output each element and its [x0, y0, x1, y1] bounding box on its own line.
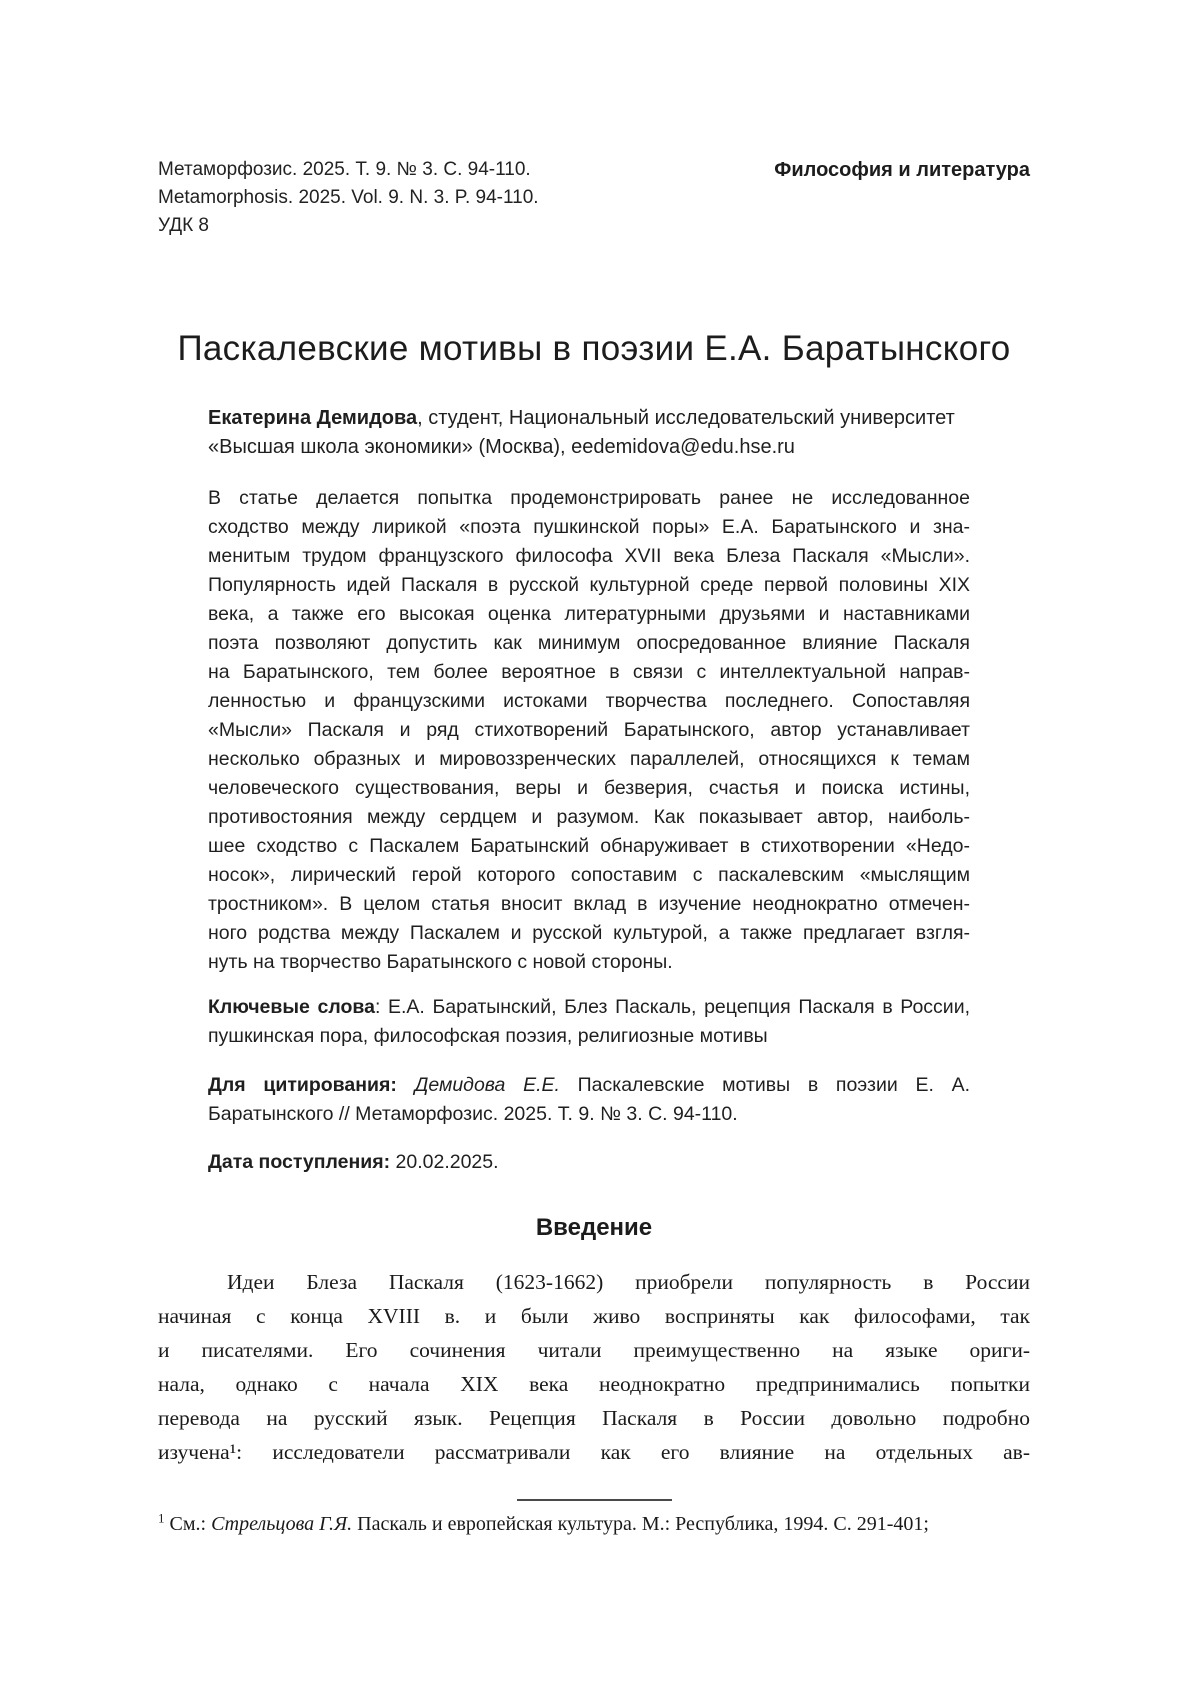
abstract-line: тростником». В целом статья вносит вклад в изучение неоднократно отмечен- — [208, 893, 970, 915]
body-text-line: перевода на русский язык. Рецепция Паскаля в России довольно подробно — [158, 1406, 1030, 1430]
abstract-line: сходство между лирикой «поэта пушкинской поры» Е.А. Баратынского и зна- — [208, 516, 970, 538]
journal-reference-ru: Метаморфозис. 2025. Т. 9. № 3. С. 94-110. — [158, 159, 531, 180]
abstract-line: человеческого существования, веры и безверия, счастья и поиска истины, — [208, 777, 970, 799]
abstract-line: поэта позволяют допустить как минимум опосредованное влияние Паскаля — [208, 632, 970, 654]
body-text-line: Идеи Блеза Паскаля (1623-1662) приобрели популярность в России — [227, 1270, 1030, 1294]
body-text-line: начиная с конца XVIII в. и были живо восприняты как философами, так — [158, 1304, 1030, 1328]
citation-label: Для цитирования: — [208, 1073, 397, 1096]
author-block — [208, 404, 970, 462]
abstract-line: менитым трудом французского философа XVII века Блеза Паскаля «Мысли». — [208, 545, 970, 567]
body-text-line: и писателями. Его сочинения читали преимущественно на языке ориги- — [158, 1338, 1030, 1362]
received-date — [208, 1148, 970, 1177]
abstract — [208, 484, 970, 977]
footnote — [158, 1511, 1030, 1537]
keywords — [208, 993, 970, 1051]
abstract-line: несколько образных и мировоззренческих параллелей, относящихся к темам — [208, 748, 970, 770]
author-name: Екатерина Демидова — [208, 407, 418, 429]
abstract-line: В статье делается попытка продемонстрировать ранее не исследованное — [208, 487, 970, 509]
footnote-marker: 1 — [158, 1510, 165, 1526]
page-header — [158, 0, 1030, 240]
journal-info — [158, 156, 539, 240]
keywords-text: : Е.А. Баратынский, Блез Паскаль, рецепция Паскаля в России, пушкинская пора, философская поэзия, религиозные мотивы — [208, 996, 971, 1047]
author-line-2: «Высшая школа экономики» (Москва), eedemidova@edu.hse.ru — [208, 436, 795, 458]
abstract-line: нуть на творчество Баратынского с новой стороны. — [208, 951, 673, 973]
footnote-text-pre: См.: — [164, 1513, 212, 1535]
abstract-line: ного родства между Паскалем и русской культурой, а также предлагает взгля- — [208, 922, 970, 944]
footnote-text-post: Паскаль и европейская культура. М.: Республика, 1994. С. 291-401; — [352, 1513, 929, 1535]
udk-code: УДК 8 — [158, 215, 209, 236]
abstract-line: ленностью и французскими истоками творчества последнего. Сопоставляя — [208, 690, 970, 712]
article-title: Паскалевские мотивы в поэзии Е.А. Баратынского — [177, 329, 1011, 368]
journal-section-label: Философия и литература — [774, 159, 1030, 181]
section-heading-introduction: Введение — [535, 1214, 653, 1241]
footnote-author: Стрельцова Г.Я. — [211, 1513, 353, 1535]
citation-text: Паскалевские мотивы в поэзии Е. А. Баратынского // Метаморфозис. 2025. Т. 9. № 3. С. 94-110. — [208, 1073, 970, 1125]
citation — [208, 1071, 970, 1129]
body-paragraph — [158, 1265, 1030, 1469]
citation-author: Демидова Е.Е. — [396, 1073, 560, 1096]
abstract-line: века, а также его высокая оценка литературными друзьями и наставниками — [208, 603, 970, 625]
abstract-line: Популярность идей Паскаля в русской культурной среде первой половины XIX — [208, 574, 970, 596]
received-date-value: 20.02.2025. — [390, 1151, 499, 1173]
keywords-label: Ключевые слова — [208, 996, 375, 1018]
abstract-line: «Мысли» Паскаля и ряд стихотворений Баратынского, автор устанавливает — [208, 719, 970, 741]
body-text-line: изучена¹: исследователи рассматривали как его влияние на отдельных ав- — [158, 1440, 1030, 1464]
journal-reference-en: Metamorphosis. 2025. Vol. 9. N. 3. P. 94-110. — [158, 187, 539, 208]
body-text-line: нала, однако с начала XIX века неоднократно предпринимались попытки — [158, 1372, 1030, 1396]
abstract-line: шее сходство с Паскалем Баратынский обнаруживает в стихотворении «Недо- — [208, 835, 970, 857]
author-line-1 — [208, 404, 970, 433]
received-date-label: Дата поступления: — [208, 1151, 391, 1173]
footnote-separator — [517, 1499, 672, 1501]
author-role: , студент, Национальный исследовательский университет — [417, 407, 955, 429]
abstract-line: противостояния между сердцем и разумом. Как показывает автор, наиболь- — [208, 806, 970, 828]
abstract-line: носок», лирический герой которого сопоставим с паскалевским «мыслящим — [208, 864, 970, 886]
abstract-line: на Баратынского, тем более вероятное в связи с интеллектуальной направ- — [208, 661, 970, 683]
